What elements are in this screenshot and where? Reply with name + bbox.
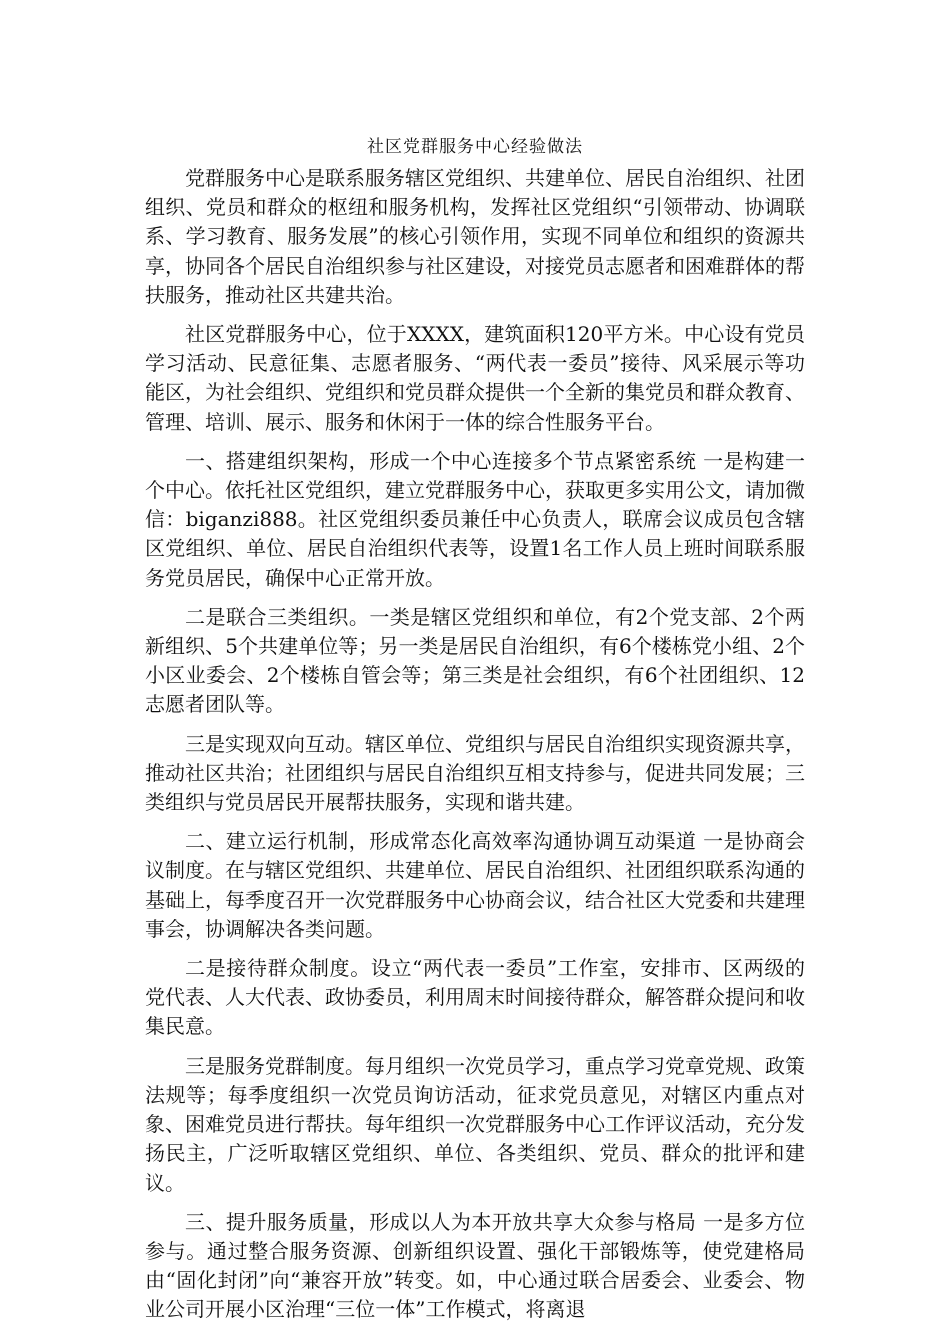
paragraph-section-3: 三、提升服务质量，形成以人为本开放共享大众参与格局 一是多方位参与。通过整合服务资源、创新组织设置、强化干部锻炼等，使党建格局由“固化封闭”向“兼容开放”转变。如，中心通过联合居委会、业委会、物业公司开展小区治理“三位一体”工作模式，将离退 [145, 1209, 805, 1322]
paragraph-section-1-item-2: 二是联合三类组织。一类是辖区党组织和单位，有2个党支部、2个两新组织、5个共建单位等；另一类是居民自治组织，有6个楼栋党小组、2个小区业委会、2个楼栋自管会等；第三类是社会组织，有6个社团组织、12志愿者团队等。 [145, 604, 805, 717]
paragraph-section-2: 二、建立运行机制，形成常态化高效率沟通协调互动渠道 一是协商会议制度。在与辖区党组织、共建单位、居民自治组织、社团组织联系沟通的基础上，每季度召开一次党群服务中心协商会议，结合社区大党委和共建理事会，协调解决各类问题。 [145, 829, 805, 941]
paragraph-section-2-item-2: 二是接待群众制度。设立“两代表一委员”工作室，安排市、区两级的党代表、人大代表、政协委员，利用周末时间接待群众，解答群众提问和收集民意。 [145, 956, 805, 1039]
document-page [145, 132, 805, 1335]
paragraph-section-1: 一、搭建组织架构，形成一个中心连接多个节点紧密系统 一是构建一个中心。依托社区党组织，建立党群服务中心，获取更多实用公文，请加微信：biganzi888。社区党组织委员兼任中心负责人，联席会议成员包含辖区党组织、单位、居民自治组织代表等，设置1名工作人员上班时间联系服务党员居民，确保中心正常开放。 [145, 448, 805, 590]
paragraph-section-1-item-3: 三是实现双向互动。辖区单位、党组织与居民自治组织实现资源共享，推动社区共治；社团组织与居民自治组织互相支持参与，促进共同发展；三类组织与党员居民开展帮扶服务，实现和谐共建。 [145, 731, 805, 815]
paragraph-overview: 社区党群服务中心，位于XXXX，建筑面积120平方米。中心设有党员学习活动、民意征集、志愿者服务、“两代表一委员”接待、风采展示等功能区，为社会组织、党组织和党员群众提供一个全新的集党员和群众教育、管理、培训、展示、服务和休闲于一体的综合性服务平台。 [145, 322, 805, 434]
document-title: 社区党群服务中心经验做法 [367, 137, 583, 157]
paragraph-intro: 党群服务中心是联系服务辖区党组织、共建单位、居民自治组织、社团组织、党员和群众的枢纽和服务机构，发挥社区党组织“引领带动、协调联系、学习教育、服务发展”的核心引领作用，实现不同单位和组织的资源共享，协同各个居民自治组织参与社区建设，对接党员志愿者和困难群体的帮扶服务，推动社区共建共治。 [145, 166, 805, 307]
paragraph-section-2-item-3: 三是服务党群制度。每月组织一次党员学习，重点学习党章党规、政策法规等；每季度组织一次党员询访活动，征求党员意见，对辖区内重点对象、困难党员进行帮扶。每年组织一次党群服务中心工作评议活动，充分发扬民主，广泛听取辖区党组织、单位、各类组织、党员、群众的批评和建议。 [145, 1053, 805, 1195]
